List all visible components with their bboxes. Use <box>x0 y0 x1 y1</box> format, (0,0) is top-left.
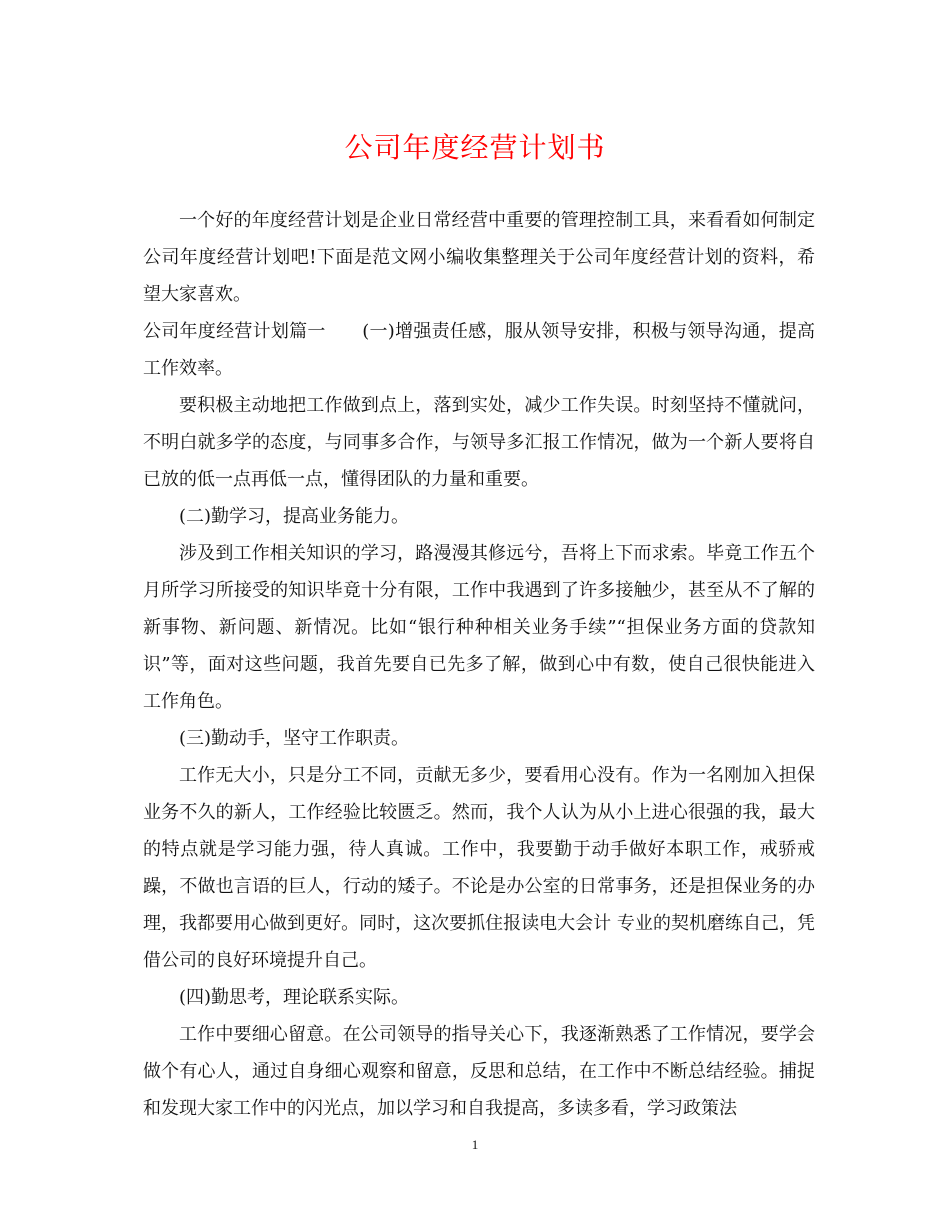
paragraph-body: 工作无大小，只是分工不同，贡献无多少，要看用心没有。作为一名刚加入担保业务不久的新人，工作经验比较匮乏。然而，我个人认为从小上进心很强的我，最大的特点就是学习能力强，待人真诚。工作中，我要勤于动手做好本职工作，戒骄戒躁，不做也言语的巨人，行动的矮子。不论是办公室的日常事务，还是担保业务的办理，我都要用心做到更好。同时，这次要抓住报读电大会计 专业的契机磨练自己，凭借公司的良好环境提升自己。 <box>143 765 815 971</box>
paragraph-intro: 一个好的年度经营计划是企业日常经营中重要的管理控制工具，来看看如何制定公司年度经营计划吧!下面是范文网小编收集整理关于公司年度经营计划的资料，希望大家喜欢。 <box>143 210 815 305</box>
document-title: 公司年度经营计划书 <box>344 131 606 164</box>
paragraph-subheading: (四)勤思考，理论联系实际。 <box>179 987 410 1008</box>
page-number: 1 <box>471 1137 479 1152</box>
paragraph-body: 涉及到工作相关知识的学习，路漫漫其修远兮，吾将上下而求索。毕竟工作五个月所学习所接受的知识毕竟十分有限，工作中我遇到了许多接触少，甚至从不了解的新事物、新问题、新情况。比如“银行种种相关业务手续”“担保业务方面的贷款知识”等，面对这些问题，我首先要自已先多了解，做到心中有数，使自己很快能进入工作角色。 <box>143 543 815 712</box>
paragraph-section-heading: 公司年度经营计划篇一 (一)增强责任感，服从领导安排，积极与领导沟通，提高工作效率。 <box>143 321 815 379</box>
paragraph-subheading: (三)勤动手，坚守工作职责。 <box>179 728 410 749</box>
paragraph-body: 工作中要细心留意。在公司领导的指导关心下，我逐渐熟悉了工作情况，要学会做个有心人，通过自身细心观察和留意，反思和总结，在工作中不断总结经验。捕捉和发现大家工作中的闪光点，加以学习和自我提高，多读多看，学习政策法 <box>143 1024 815 1119</box>
paragraph-subheading: (二)勤学习，提高业务能力。 <box>179 506 410 527</box>
paragraph-body: 要积极主动地把工作做到点上，落到实处，减少工作失误。时刻坚持不懂就问，不明白就多学的态度，与同事多合作，与领导多汇报工作情况，做为一个新人要将自已放的低一点再低一点，懂得团队的力量和重要。 <box>143 395 815 490</box>
document-body <box>143 202 815 1127</box>
